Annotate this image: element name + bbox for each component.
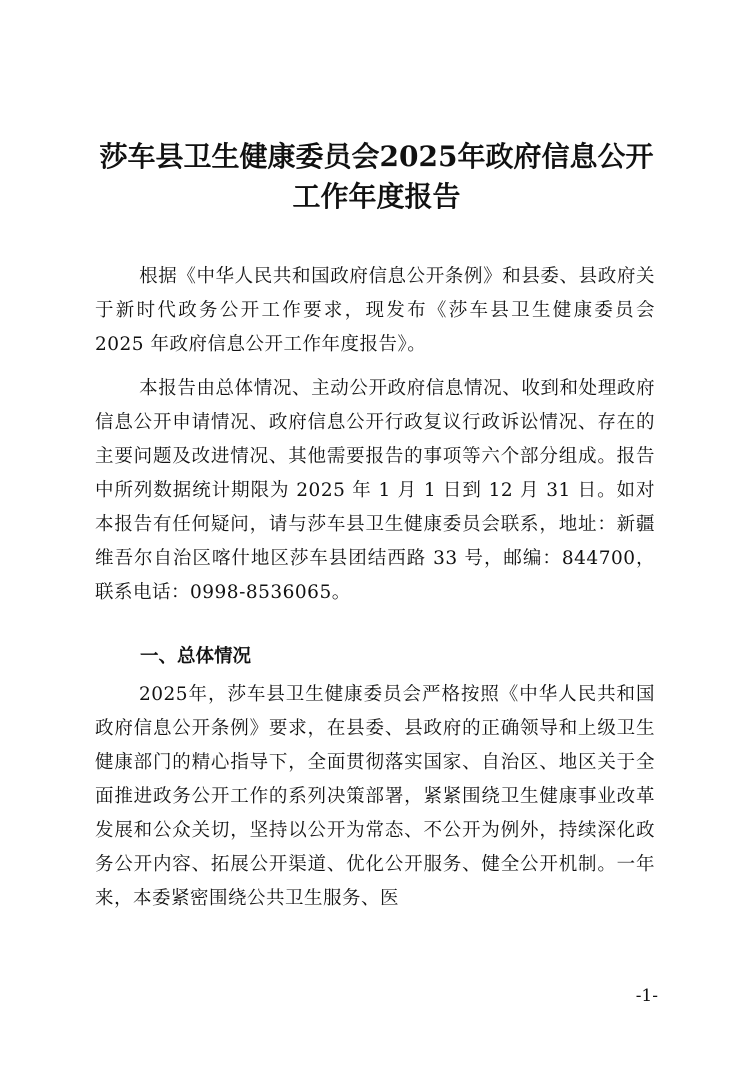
- scope-paragraph: [95, 372, 655, 610]
- page-number: -1-: [635, 986, 658, 1006]
- overview-paragraph-text: 2025年，莎车县卫生健康委员会严格按照《中华人民共和国政府信息公开条例》要求，在县委、县政府的正确领导和上级卫生健康部门的精心指导下，全面贯彻落实国家、自治区、地区关于全面推进政务公开工作的系列决策部署，紧紧围绕卫生健康事业改革发展和公众关切，坚持以公开为常态、不公开为例外，持续深化政务公开内容、拓展公开渠道、优化公开服务、健全公开机制。一年来，本委紧密围绕公共卫生服务、医: [95, 684, 655, 909]
- document-title-line-1: 莎车县卫生健康委员会2025年政府信息公开: [99, 140, 654, 173]
- document-title-line-2: 工作年度报告: [292, 180, 461, 213]
- scope-paragraph-text: 本报告由总体情况、主动公开政府信息情况、收到和处理政府信息公开申请情况、政府信息公开行政复议行政诉讼情况、存在的主要问题及改进情况、其他需要报告的事项等六个部分组成。报告中所列数据统计期限为 2025 年 1 月 1 日到 12 月 31 日。如对本报告有任何疑问，请与莎车县卫生健康委员会联系，地址：新疆维吾尔自治区喀什地区莎车县团结西路 33 号，邮编：844700，联系电话：0998-8536065。: [95, 378, 655, 603]
- intro-paragraph: [95, 260, 655, 362]
- overview-paragraph: [95, 678, 655, 916]
- section-heading-overview: 一、总体情况: [140, 646, 252, 667]
- intro-paragraph-text: 根据《中华人民共和国政府信息公开条例》和县委、县政府关于新时代政务公开工作要求，现发布《莎车县卫生健康委员会 2025 年政府信息公开工作年度报告》。: [95, 266, 655, 355]
